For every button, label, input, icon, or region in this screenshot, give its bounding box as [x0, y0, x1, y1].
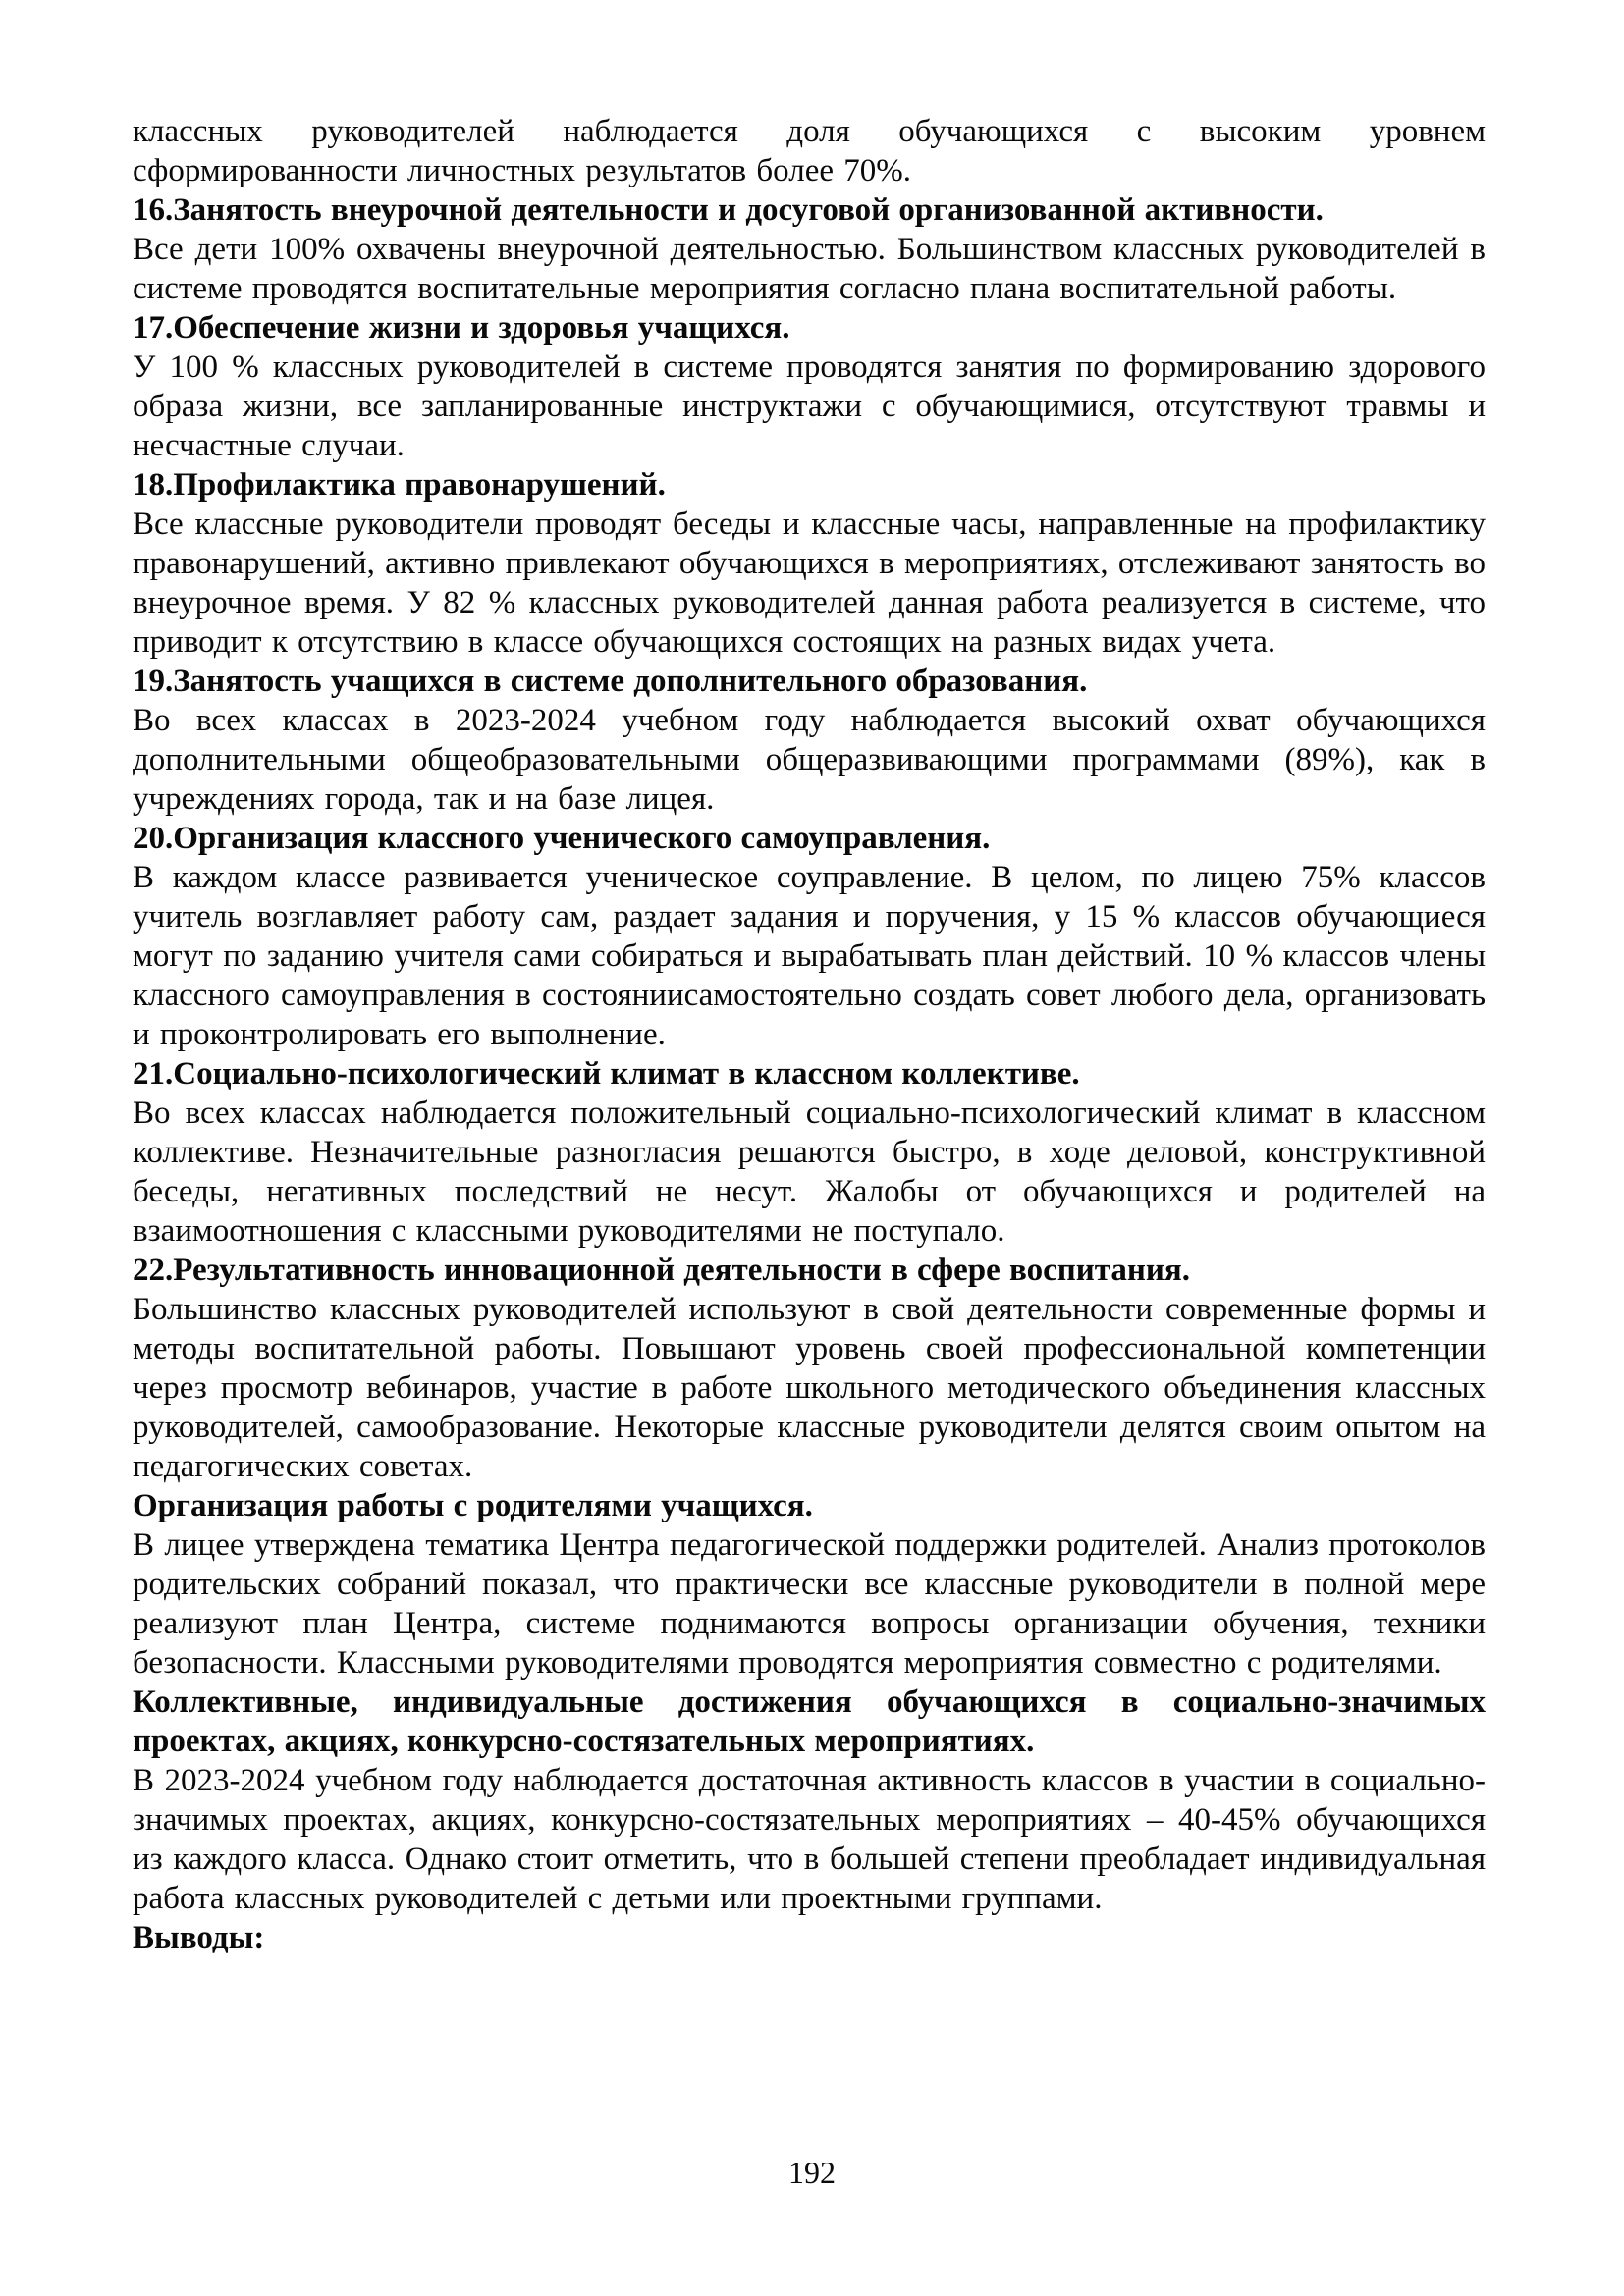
section-22-paragraph: Большинство классных руководителей используют в свой деятельности современные формы и методы воспитательной работы. Повышают уровень своей профессиональной компетенции через просмотр вебинаров, участие в работе школьного методического объединения классных руководителей, самообразование. Некоторые классные руководители делятся своим опытом на педагогических советах.	[133, 1292, 1486, 1484]
section-19-heading: 19.Занятость учащихся в системе дополнительного образования.	[133, 664, 1088, 699]
continuation-paragraph: классных руководителей наблюдается доля обучающихся с высоким уровнем сформированности личностных результатов более 70%.	[133, 114, 1486, 188]
section-21-heading: 21.Социально-психологический климат в классном коллективе.	[133, 1056, 1080, 1092]
section-16-heading: 16.Занятость внеурочной деятельности и досуговой организованной активности.	[133, 192, 1324, 228]
section-18-paragraph: Все классные руководители проводят беседы и классные часы, направленные на профилактику правонарушений, активно привлекают обучающихся в мероприятиях, отслеживают занятость во внеурочное время. У 82 % классных руководителей данная работа реализуется в системе, что приводит к отсутствию в классе обучающихся состоящих на разных видах учета.	[133, 507, 1486, 660]
section-19-paragraph: Во всех классах в 2023-2024 учебном году наблюдается высокий охват обучающихся дополнительными общеобразовательными общеразвивающими программами (89%), как в учреждениях города, так и на базе лицея.	[133, 703, 1486, 817]
achievements-paragraph: В 2023-2024 учебном году наблюдается достаточная активность классов в участии в социально-значимых проектах, акциях, конкурсно-состязательных мероприятиях – 40-45% обучающихся из каждого класса. Однако стоит отметить, что в большей степени преобладает индивидуальная работа классных руководителей с детьми или проектными группами.	[133, 1763, 1486, 1916]
section-21-paragraph: Во всех классах наблюдается положительный социально-психологический климат в классном коллективе. Незначительные разногласия решаются быстро, в ходе деловой, конструктивной беседы, негативных последствий не несут. Жалобы от обучающихся и родителей на взаимоотношения с классными руководителями не поступало.	[133, 1095, 1486, 1249]
parents-work-paragraph: В лицее утверждена тематика Центра педагогической поддержки родителей. Анализ протоколов родительских собраний показал, что практически все классные руководители в полной мере реализуют план Центра, системе поднимаются вопросы организации обучения, техники безопасности. Классными руководителями проводятся мероприятия совместно с родителями.	[133, 1527, 1486, 1681]
section-17-heading: 17.Обеспечение жизни и здоровья учащихся.	[133, 310, 790, 346]
section-20-heading: 20.Организация классного ученического самоуправления.	[133, 821, 991, 856]
section-20-paragraph: В каждом классе развивается ученическое соуправление. В целом, по лицею 75% классов учитель возглавляет работу сам, раздает задания и поручения, у 15 % классов обучающиеся могут по заданию учителя сами собираться и вырабатывать план действий. 10 % классов члены классного самоуправления в состояниисамостоятельно создать совет любого дела, организовать и проконтролировать его выполнение.	[133, 860, 1486, 1052]
achievements-heading: Коллективные, индивидуальные достижения обучающихся в социально-значимых проектах, акциях, конкурсно-состязательных мероприятиях.	[133, 1684, 1486, 1759]
document-body	[133, 112, 1486, 1957]
page-number: 192	[788, 2155, 836, 2190]
parents-work-heading: Организация работы с родителями учащихся.	[133, 1488, 813, 1523]
section-18-heading: 18.Профилактика правонарушений.	[133, 467, 666, 503]
section-17-paragraph: У 100 % классных руководителей в системе проводятся занятия по формированию здорового образа жизни, все запланированные инструктажи с обучающимися, отсутствуют травмы и несчастные случаи.	[133, 349, 1486, 463]
conclusions-heading: Выводы:	[133, 1920, 265, 1955]
section-22-heading: 22.Результативность инновационной деятельности в сфере воспитания.	[133, 1253, 1190, 1288]
section-16-paragraph: Все дети 100% охвачены внеурочной деятельностью. Большинством классных руководителей в системе проводятся воспитательные мероприятия согласно плана воспитательной работы.	[133, 232, 1486, 306]
